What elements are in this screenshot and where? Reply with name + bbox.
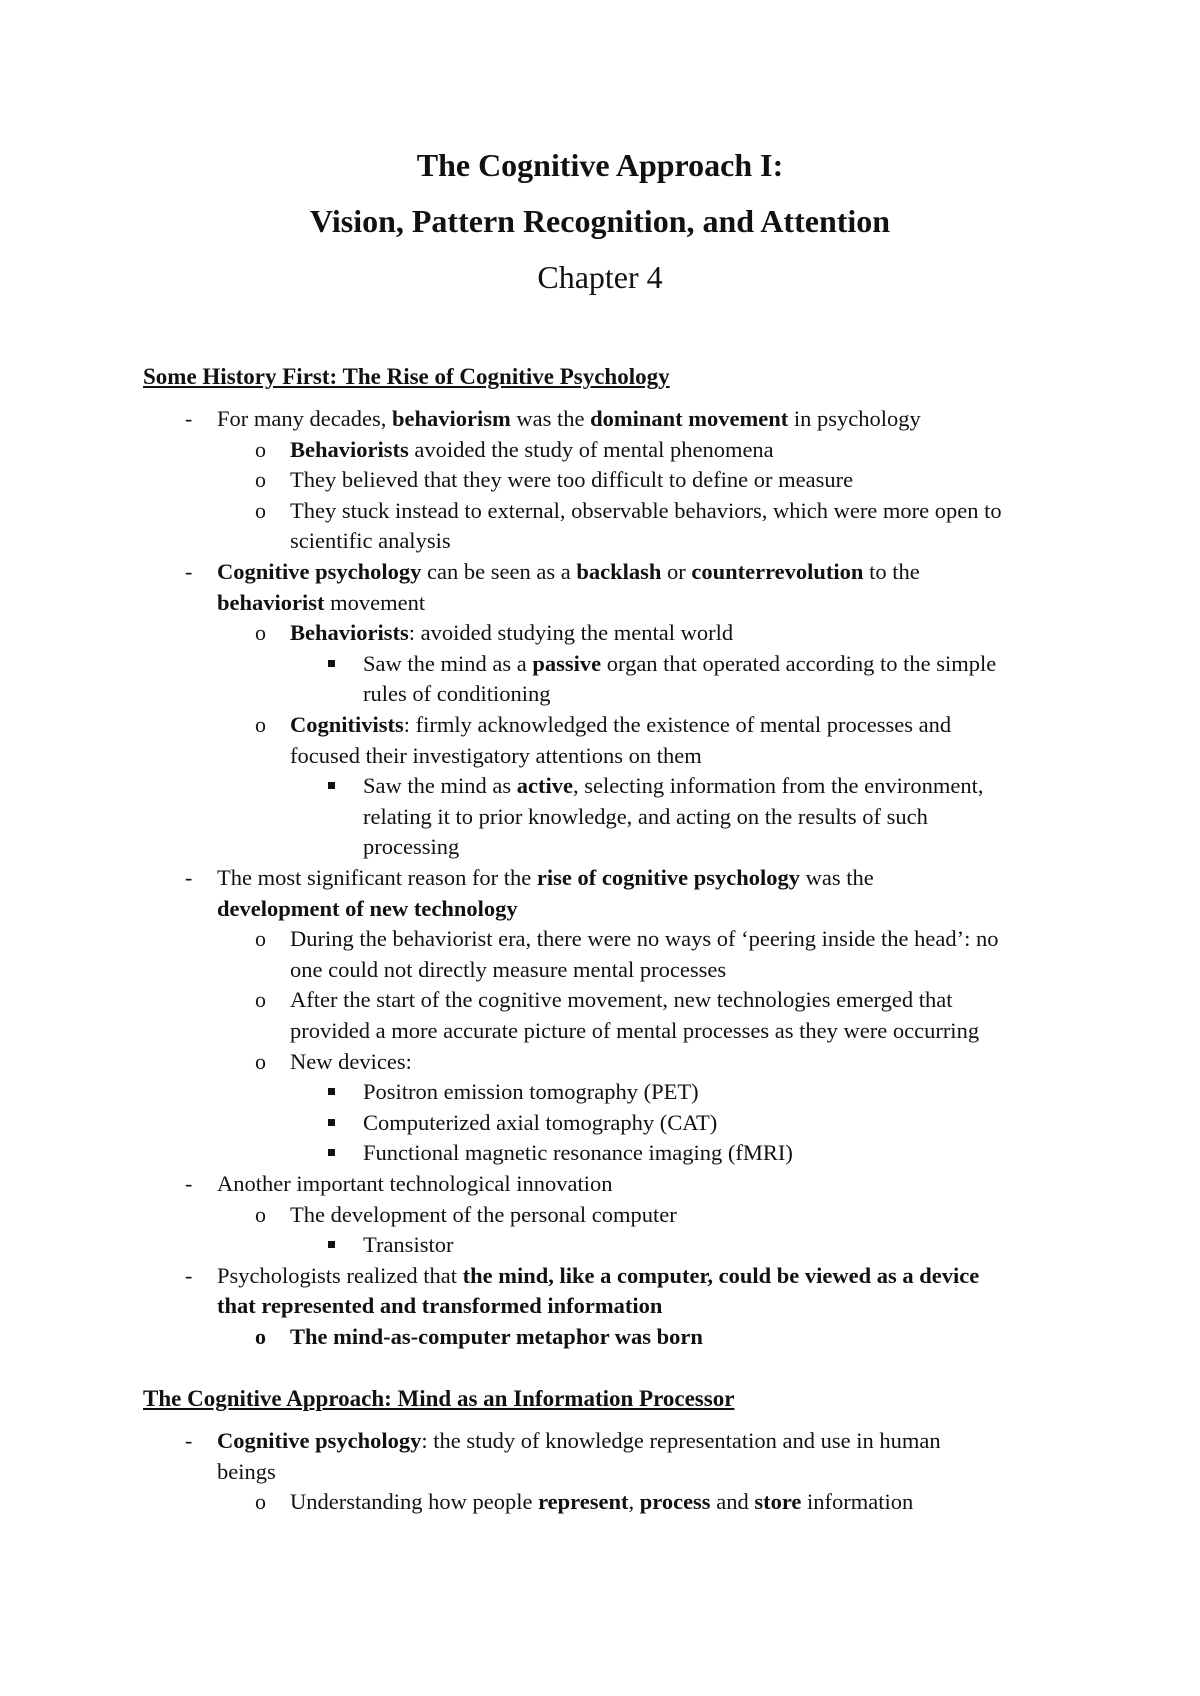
text-run: in psychology bbox=[788, 406, 921, 431]
text-run: Saw the mind as bbox=[363, 773, 517, 799]
text-run: processing bbox=[363, 834, 460, 860]
dash-bullet: - bbox=[185, 559, 193, 584]
text-run: scientific analysis bbox=[290, 528, 451, 554]
bold-term: passive bbox=[532, 650, 602, 676]
circle-bullet: o bbox=[255, 467, 266, 493]
list-item-line bbox=[363, 1230, 453, 1260]
chapter-label: Chapter 4 bbox=[537, 259, 663, 295]
list-item-line bbox=[217, 1426, 941, 1456]
bold-term: Cognitivists bbox=[290, 712, 404, 737]
list-item-line bbox=[363, 802, 928, 832]
list-item-line bbox=[363, 649, 996, 679]
list-item-line bbox=[290, 526, 451, 556]
circle-bullet: o bbox=[255, 620, 266, 646]
text-run: relating it to prior knowledge, and acting on the results of such bbox=[363, 803, 928, 829]
text-run: movement bbox=[324, 589, 426, 615]
document-title: The Cognitive Approach I: bbox=[416, 147, 784, 183]
text-run: Computerized axial tomography (CAT) bbox=[363, 1109, 718, 1135]
list-item-line bbox=[290, 924, 999, 954]
circle-bullet: o bbox=[255, 1201, 266, 1227]
list-item-line bbox=[363, 771, 983, 801]
bold-term: Behaviorists bbox=[290, 436, 409, 462]
dash-bullet: - bbox=[185, 406, 193, 431]
text-run: They stuck instead to external, observable behaviors, which were more open to bbox=[290, 497, 1002, 523]
dash-bullet: - bbox=[185, 1171, 193, 1196]
bold-term: counterrevolution bbox=[691, 559, 864, 584]
text-run: During the behaviorist era, there were no ways of ‘peering inside the head’: no bbox=[290, 926, 999, 952]
bold-term: process bbox=[639, 1489, 711, 1515]
list-item-line bbox=[217, 404, 921, 434]
bold-term: behaviorist bbox=[217, 589, 325, 615]
circle-bullet: o bbox=[255, 436, 266, 462]
circle-bullet: o bbox=[255, 987, 266, 1013]
list-item-line bbox=[290, 435, 774, 465]
list-item-line bbox=[217, 557, 920, 587]
section-heading: The Cognitive Approach: Mind as an Information Processor bbox=[143, 1386, 735, 1411]
bold-term: Cognitive psychology bbox=[217, 1428, 422, 1453]
bold-term: active bbox=[516, 773, 573, 799]
text-run: or bbox=[661, 559, 692, 584]
bold-term: store bbox=[754, 1489, 802, 1515]
list-item-line bbox=[363, 832, 459, 862]
text-run: : firmly acknowledged the existence of mental processes and bbox=[403, 712, 952, 737]
text-run: Positron emission tomography (PET) bbox=[363, 1079, 699, 1105]
square-bullet-icon bbox=[328, 1149, 335, 1156]
list-item-line bbox=[290, 985, 953, 1015]
list-item-line bbox=[363, 679, 550, 709]
square-bullet-icon bbox=[328, 1119, 335, 1126]
bold-term: The mind-as-computer metaphor was born bbox=[290, 1324, 703, 1349]
dash-bullet: - bbox=[185, 1428, 193, 1453]
text-run: was the bbox=[800, 865, 874, 890]
list-item-line bbox=[217, 1261, 979, 1291]
bold-term: behaviorism bbox=[391, 406, 511, 431]
square-bullet-icon bbox=[328, 782, 335, 789]
text-run: Understanding how people bbox=[290, 1489, 539, 1515]
square-bullet-icon bbox=[328, 1088, 335, 1095]
text-run: For many decades, bbox=[217, 406, 392, 431]
text-run: avoided the study of mental phenomena bbox=[408, 436, 774, 462]
bold-term: development of new technology bbox=[217, 895, 518, 921]
text-run: can be seen as a bbox=[421, 559, 577, 584]
list-item-line bbox=[290, 710, 951, 740]
list-item-line bbox=[290, 1200, 677, 1230]
circle-bullet: o bbox=[255, 1489, 266, 1515]
circle-bullet: o bbox=[255, 1324, 266, 1349]
bold-term: that represented and transformed information bbox=[217, 1293, 663, 1319]
bold-term: Behaviorists bbox=[290, 620, 409, 646]
list-item-line bbox=[290, 741, 702, 771]
list-item-line bbox=[217, 1457, 276, 1487]
text-run: Transistor bbox=[363, 1232, 454, 1258]
list-item-line bbox=[290, 618, 733, 648]
text-run: was the bbox=[510, 406, 591, 431]
bold-term: dominant movement bbox=[590, 406, 789, 431]
text-run: information bbox=[801, 1489, 914, 1515]
text-run: Saw the mind as a bbox=[363, 650, 533, 676]
text-run: They believed that they were too difficult to define or measure bbox=[290, 467, 854, 493]
text-run: New devices: bbox=[290, 1048, 412, 1074]
text-run: : the study of knowledge representation and use in human bbox=[421, 1428, 941, 1453]
text-run: The development of the personal computer bbox=[290, 1201, 677, 1227]
text-run: , selecting information from the environment, bbox=[572, 773, 984, 799]
list-item-line bbox=[363, 1077, 699, 1107]
text-run: Functional magnetic resonance imaging (fMRI) bbox=[363, 1140, 793, 1166]
text-run: beings bbox=[217, 1458, 276, 1484]
list-item-line bbox=[217, 894, 518, 924]
circle-bullet: o bbox=[255, 712, 266, 737]
list-item-line bbox=[290, 1487, 913, 1517]
bold-term: the mind, like a computer, could be viewed as a device bbox=[462, 1262, 980, 1288]
text-run: : avoided studying the mental world bbox=[408, 620, 734, 646]
list-item-line bbox=[290, 1016, 979, 1046]
text-run: to the bbox=[863, 559, 920, 584]
text-run: one could not directly measure mental processes bbox=[290, 956, 727, 982]
text-run: After the start of the cognitive movement, new technologies emerged that bbox=[290, 987, 953, 1013]
list-item-line bbox=[290, 465, 853, 495]
text-run: provided a more accurate picture of mental processes as they were occurring bbox=[290, 1018, 980, 1043]
list-item-line bbox=[290, 1047, 412, 1077]
bold-term: represent bbox=[538, 1489, 629, 1515]
list-item-line bbox=[217, 863, 874, 893]
text-run: Psychologists realized that bbox=[217, 1262, 463, 1288]
text-run: and bbox=[710, 1489, 755, 1515]
circle-bullet: o bbox=[255, 497, 266, 523]
dash-bullet: - bbox=[185, 1262, 193, 1288]
text-run: focused their investigatory attentions on them bbox=[290, 742, 702, 768]
text-run: Another important technological innovation bbox=[217, 1171, 613, 1196]
document-subtitle: Vision, Pattern Recognition, and Attention bbox=[309, 203, 891, 239]
dash-bullet: - bbox=[185, 865, 193, 890]
text-run: rules of conditioning bbox=[363, 681, 551, 707]
list-item-line bbox=[217, 1169, 613, 1199]
list-item-line bbox=[290, 1322, 703, 1352]
text-run: organ that operated according to the simple bbox=[601, 650, 997, 676]
list-item-line bbox=[217, 588, 425, 618]
square-bullet-icon bbox=[328, 660, 335, 667]
list-item-line bbox=[363, 1138, 793, 1168]
circle-bullet: o bbox=[255, 926, 266, 952]
text-run: The most significant reason for the bbox=[217, 865, 537, 890]
list-item-line bbox=[290, 955, 726, 985]
circle-bullet: o bbox=[255, 1048, 266, 1074]
bold-term: backlash bbox=[576, 559, 662, 584]
list-item-line bbox=[363, 1108, 717, 1138]
list-item-line bbox=[290, 496, 1002, 526]
section-heading: Some History First: The Rise of Cognitive Psychology bbox=[143, 364, 670, 389]
list-item-line bbox=[217, 1291, 662, 1321]
bold-term: rise of cognitive psychology bbox=[536, 865, 801, 890]
bold-term: Cognitive psychology bbox=[217, 559, 422, 584]
square-bullet-icon bbox=[328, 1241, 335, 1248]
text-run: , bbox=[628, 1489, 640, 1515]
